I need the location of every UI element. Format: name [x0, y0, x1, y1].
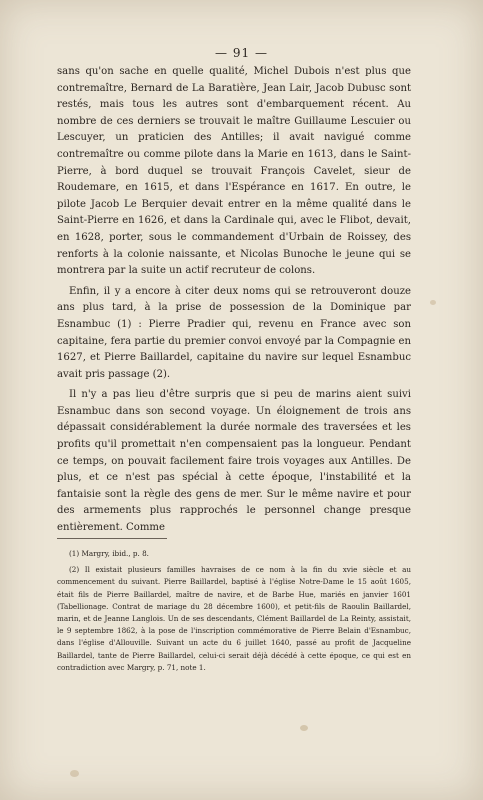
footnote: (1) Margry, ibid., p. 8.: [69, 549, 149, 558]
paper-stain: [300, 725, 308, 731]
paragraph: sans qu'on sache en quelle qualité, Michel Dubois n'est plus que contremaître, Bernard de La Baratière, Jean Lair, Jacob Dubusc sont restés, mais tous les autres sont d'embarquement récent. Au nombre de ces derniers se trouvait le maître Guillaume Lescuier ou Lescuyer, un praticien des Antilles; il avait navigué comme contremaître ou comme pilote dans la Marie en 1613, dans le Saint-Pierre, à bord duquel se trouvait François Cavelet, sieur de Roudemare, en 1615, et dans l'Espérance en 1617. En outre, le pilote Jacob Le Berquier devait entrer en la même qualité dans le Saint-Pierre en 1626, et dans la Cardinale qui, avec le Flibot, devait, en 1628, porter, sous le commandement d'Urbain de Roissey, des renforts à la colonie naissante, et Nicolas Bunoche le jeune qui se montrera par la suite un actif recruteur de colons.: [57, 66, 411, 277]
footnote-divider: [57, 538, 167, 539]
paper-stain: [70, 770, 79, 777]
footnotes: [57, 548, 411, 674]
page-number: — 91 —: [215, 46, 268, 60]
main-text: [57, 64, 411, 537]
footnote: (2) Il existait plusieurs familles havraises de ce nom à la fin du xvie siècle et au commencement du suivant. Pierre Baillardel, baptisé à l'église Notre-Dame le 15 août 1605, était fils de Pierre Baillardel, maître de navire, et de Barbe Hue, mariés en janvier 1601 (Tabellionage. Contrat de mariage du 28 décembre 1600), et petit-fils de Raoulin Baillardel, marin, et de Jeanne Langlois. Un de ses descendants, Clément Baillardel de La Reinty, assistait, le 9 septembre 1862, à la pose de l'inscription commémorative de Pierre Belain d'Esnambuc, dans l'église d'Allouville. Suivant un acte du 6 juillet 1640, passé au profit de Jacqueline Baillardel, tante de Pierre Baillardel, celui-ci serait déjà décédé à cette époque, ce qui est en contradiction avec Margry, p. 71, note 1.: [57, 565, 411, 672]
paragraph: Enfin, il y a encore à citer deux noms qui se retrouveront douze ans plus tard, à la prise de possession de la Dominique par Esnambuc (1) : Pierre Pradier qui, revenu en France avec son capitaine, fera partie du premier convoi envoyé par la Compagnie en 1627, et Pierre Baillardel, capitaine du navire sur lequel Esnambuc avait pris passage (2).: [57, 285, 411, 380]
paragraph: Il n'y a pas lieu d'être surpris que si peu de marins aient suivi Esnambuc dans son second voyage. Un éloignement de trois ans dépassait considérablement la durée normale des traversées et les profits qu'il promettait n'en compensaient pas la longueur. Pendant ce temps, on pouvait facilement faire trois voyages aux Antilles. De plus, et ce n'est pas spécial à cette époque, l'instabilité et la fantaisie sont la règle des gens de mer. Sur le même navire et pour des armements plus rapprochés le personnel change presque entièrement. Comme: [57, 389, 411, 534]
paper-stain: [430, 300, 436, 305]
